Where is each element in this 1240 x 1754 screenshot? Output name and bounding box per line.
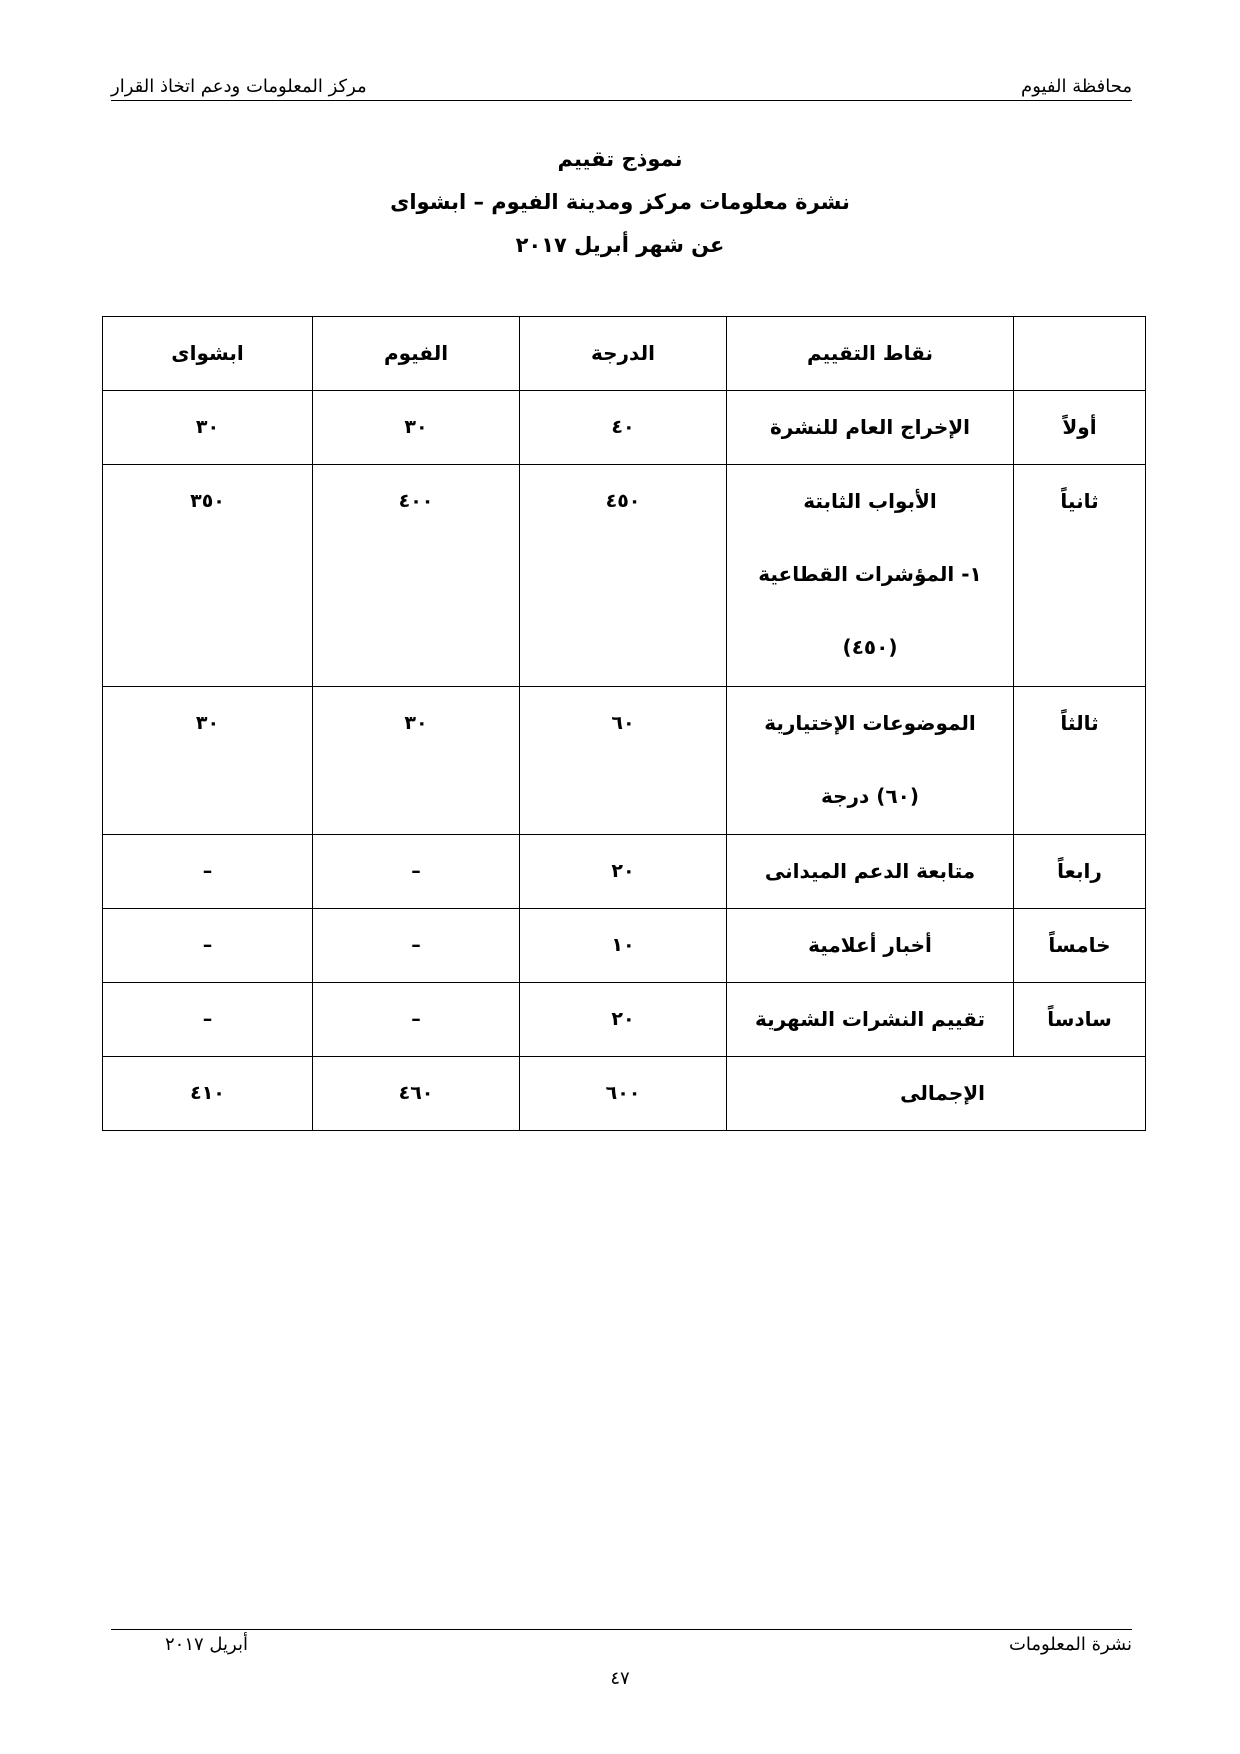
row-grade: ٦٠ bbox=[520, 687, 727, 835]
total-fayoum: ٤٦٠ bbox=[313, 1057, 520, 1131]
row-ibshway: ٣٠ bbox=[103, 687, 313, 835]
page-header bbox=[111, 70, 1132, 101]
row-ordinal: رابعاً bbox=[1014, 835, 1146, 909]
page-number: ٤٧ bbox=[610, 1668, 630, 1689]
row-fayoum: ٣٠ bbox=[313, 391, 520, 465]
evaluation-table bbox=[102, 316, 1146, 1131]
row-fayoum: ٤٠٠ bbox=[313, 465, 520, 687]
row-label: الإخراج العام للنشرة bbox=[727, 391, 1014, 465]
row-fayoum: – bbox=[313, 909, 520, 983]
row-ordinal: ثالثاً bbox=[1014, 687, 1146, 835]
row-ordinal: أولاً bbox=[1014, 391, 1146, 465]
table-header-row bbox=[103, 317, 1146, 391]
row-label: أخبار أعلامية bbox=[727, 909, 1014, 983]
header-ibshway: ابشواى bbox=[103, 317, 313, 391]
row-label-line: الأبواب الثابتة bbox=[803, 489, 937, 513]
header-blank bbox=[1014, 317, 1146, 391]
row-ordinal: ثانياً bbox=[1014, 465, 1146, 687]
row-fayoum: – bbox=[313, 983, 520, 1057]
document-titles bbox=[0, 138, 1240, 267]
row-grade: ٤٥٠ bbox=[520, 465, 727, 687]
total-label: الإجمالى bbox=[727, 1057, 1146, 1131]
row-grade: ٢٠ bbox=[520, 983, 727, 1057]
page-footer bbox=[111, 1629, 1132, 1660]
row-label bbox=[727, 465, 1014, 687]
table-row bbox=[103, 687, 1146, 835]
row-label: تقييم النشرات الشهرية bbox=[727, 983, 1014, 1057]
table-row bbox=[103, 909, 1146, 983]
row-label-line: (٤٥٠) bbox=[842, 635, 898, 659]
row-grade: ٤٠ bbox=[520, 391, 727, 465]
row-fayoum: – bbox=[313, 835, 520, 909]
row-label bbox=[727, 687, 1014, 835]
row-grade: ١٠ bbox=[520, 909, 727, 983]
row-ordinal: سادساً bbox=[1014, 983, 1146, 1057]
table-row bbox=[103, 465, 1146, 687]
row-ibshway: – bbox=[103, 983, 313, 1057]
table-row bbox=[103, 391, 1146, 465]
table-row bbox=[103, 835, 1146, 909]
row-ibshway: ٣٠ bbox=[103, 391, 313, 465]
row-label: متابعة الدعم الميدانى bbox=[727, 835, 1014, 909]
row-fayoum: ٣٠ bbox=[313, 687, 520, 835]
footer-publication: نشرة المعلومات bbox=[1008, 1634, 1132, 1655]
row-grade: ٢٠ bbox=[520, 835, 727, 909]
header-governorate: محافظة الفيوم bbox=[1021, 76, 1132, 97]
header-points: نقاط التقييم bbox=[727, 317, 1014, 391]
row-ibshway: ٣٥٠ bbox=[103, 465, 313, 687]
table-row bbox=[103, 983, 1146, 1057]
total-grade: ٦٠٠ bbox=[520, 1057, 727, 1131]
row-ibshway: – bbox=[103, 835, 313, 909]
header-center: مركز المعلومات ودعم اتخاذ القرار bbox=[111, 76, 367, 97]
row-label-line: الموضوعات الإختيارية bbox=[764, 711, 976, 735]
row-label-line: (٦٠) درجة bbox=[821, 784, 919, 808]
title-line-2: نشرة معلومات مركز ومدينة الفيوم – ابشواى bbox=[390, 190, 850, 214]
title-line-3: عن شهر أبريل ٢٠١٧ bbox=[515, 233, 725, 257]
title-line-1: نموذج تقييم bbox=[557, 147, 683, 171]
table-total-row bbox=[103, 1057, 1146, 1131]
row-label-line: ١- المؤشرات القطاعية bbox=[758, 562, 982, 586]
footer-date: أبريل ٢٠١٧ bbox=[165, 1634, 248, 1655]
total-ibshway: ٤١٠ bbox=[103, 1057, 313, 1131]
row-ibshway: – bbox=[103, 909, 313, 983]
row-ordinal: خامساً bbox=[1014, 909, 1146, 983]
header-grade: الدرجة bbox=[520, 317, 727, 391]
header-fayoum: الفيوم bbox=[313, 317, 520, 391]
